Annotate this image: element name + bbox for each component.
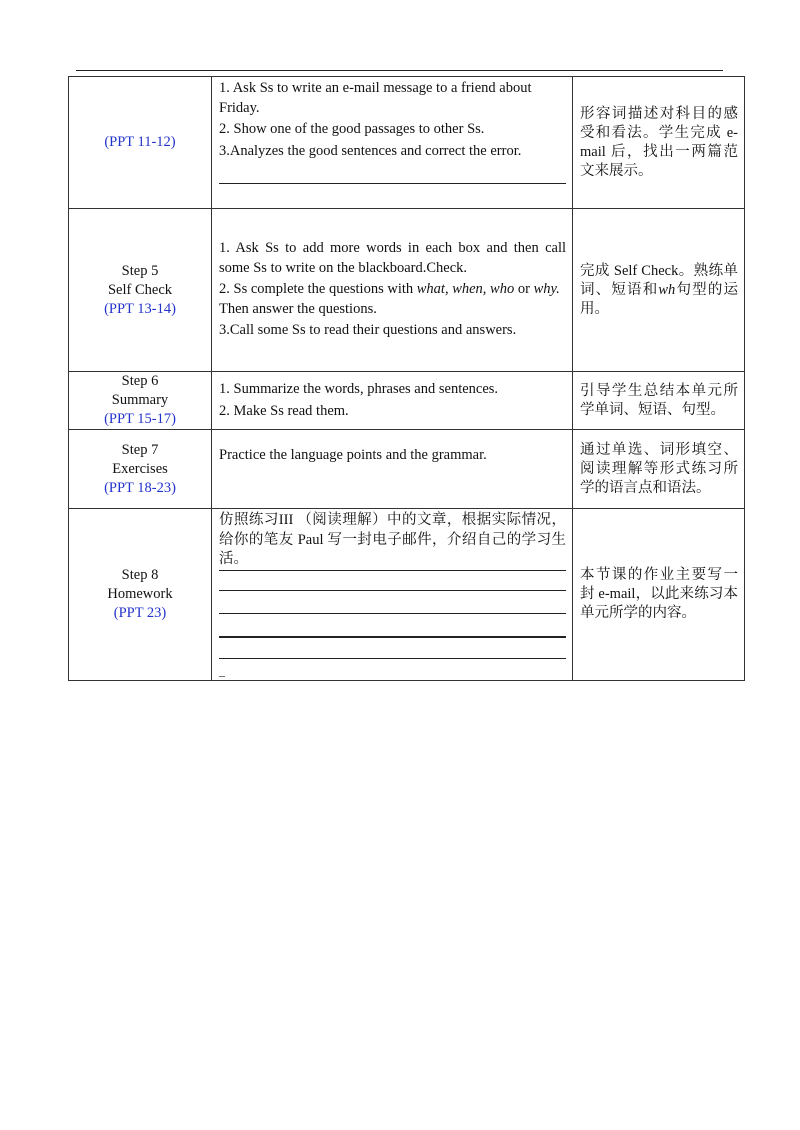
activity-item: 3.Call some Ss to read their questions and answers.: [219, 322, 517, 339]
activity-cell: [212, 430, 573, 509]
step-cell: [69, 77, 212, 209]
activity-item: Practice the language points and the grammar.: [219, 447, 487, 463]
lesson-plan-table: [68, 76, 745, 681]
ppt-reference: (PPT 18-23): [104, 479, 176, 496]
step-name: Self Check: [107, 281, 173, 298]
table-row: [69, 209, 745, 372]
step-number: Step 5: [121, 262, 159, 279]
ppt-reference: (PPT 13-14): [104, 300, 176, 317]
step-cell: [69, 372, 212, 430]
activity-item: 2. Make Ss read them.: [219, 402, 349, 419]
ppt-reference: (PPT 11-12): [104, 134, 176, 150]
step-cell: [69, 209, 212, 372]
activity-item: 1. Ask Ss to add more words in each box and then call some Ss to write on the blackboard.Check.: [219, 240, 566, 276]
teaching-notes: 引导学生总结本单元所学单词、短语、句型。: [580, 382, 738, 418]
activity-item: 1. Ask Ss to write an e-mail message to a friend about Friday.: [219, 80, 532, 116]
answer-line-stub: _: [219, 663, 225, 678]
table-row: [69, 430, 745, 509]
step-number: Step 7: [121, 441, 159, 458]
answer-line: [219, 590, 566, 591]
activity-cell: [212, 509, 573, 681]
step-name: Summary: [111, 392, 169, 408]
notes-cell: [573, 209, 745, 372]
activity-item: 仿照练习III （阅读理解）中的文章，根据实际情况，给你的笔友 Paul 写一封电子邮件，介绍自己的学习生活。: [219, 511, 566, 571]
activity-cell: [212, 372, 573, 430]
table-row: [69, 509, 745, 681]
teaching-notes: 完成 Self Check。熟练单词、短语和wh句型的运用。: [580, 262, 739, 317]
notes-cell: [573, 430, 745, 509]
step-name: Homework: [107, 586, 173, 602]
step-name: Exercises: [112, 460, 168, 477]
notes-cell: [573, 509, 745, 681]
notes-cell: [573, 372, 745, 430]
activity-item: 3.Analyzes the good sentences and correct the error.: [219, 142, 522, 159]
teaching-notes: 形容词描述对科目的感受和看法。学生完成 e-mail 后，找出一两篇范文来展示。: [580, 105, 738, 179]
answer-line: [219, 613, 566, 614]
step-number: Step 6: [121, 373, 159, 389]
answer-line: [219, 658, 566, 659]
step-cell: [69, 430, 212, 509]
header-rule: [76, 70, 723, 71]
teaching-notes: 通过单选、词形填空、阅读理解等形式练习所学的语言点和语法。: [580, 441, 738, 496]
activity-item: 2. Show one of the good passages to other Ss.: [219, 121, 485, 137]
activity-item: 2. Ss complete the questions with what, when, who or why. Then answer the questions.: [219, 281, 560, 317]
ppt-reference: (PPT 15-17): [104, 411, 176, 427]
notes-cell: [573, 77, 745, 209]
answer-line: [219, 636, 566, 638]
table-row: [69, 77, 745, 209]
table-row: [69, 372, 745, 430]
step-cell: [69, 509, 212, 681]
ppt-reference: (PPT 23): [113, 605, 167, 621]
step-number: Step 8: [121, 567, 159, 583]
activity-cell: [212, 209, 573, 372]
answer-line: [219, 183, 566, 184]
activity-item: 1. Summarize the words, phrases and sentences.: [219, 381, 499, 397]
teaching-notes: 本节课的作业主要写一封 e-mail，以此来练习本单元所学的内容。: [580, 567, 738, 621]
activity-cell: [212, 77, 573, 209]
